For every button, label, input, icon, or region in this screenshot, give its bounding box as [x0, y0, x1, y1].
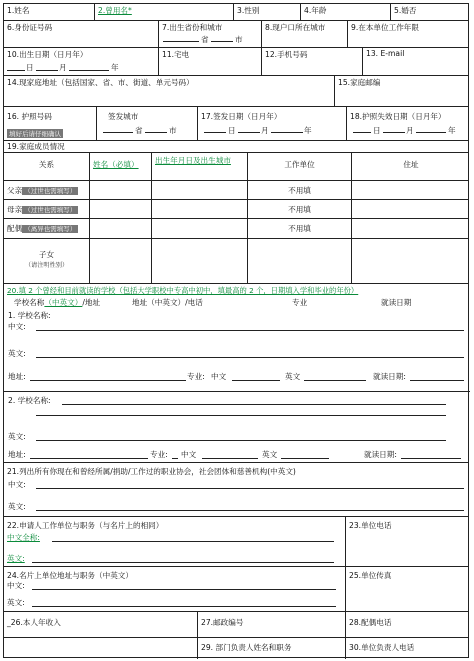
school2-en-input[interactable]	[36, 440, 446, 441]
day-label: 日	[26, 63, 34, 72]
id-number-label: 6.身份证号码	[7, 23, 53, 32]
school2-date-input[interactable]	[401, 458, 461, 459]
father-birth-input[interactable]	[152, 181, 248, 199]
month-label: 月	[59, 63, 67, 72]
school1-date-input[interactable]	[410, 380, 464, 381]
email-label: E-mail	[380, 49, 405, 58]
postcode-field[interactable]	[335, 76, 470, 106]
postcode-label: 15.家庭邮编	[338, 78, 381, 87]
school2-major-label: 专业:	[150, 450, 168, 459]
work-fax-field[interactable]	[346, 567, 470, 611]
marital-field[interactable]	[391, 4, 470, 20]
card-address-field[interactable]	[4, 567, 346, 611]
zip-field[interactable]	[198, 612, 346, 637]
row-address	[4, 76, 468, 107]
passport-number-label: 16. 护照号码	[7, 112, 52, 121]
associations-title: 21.列出所有你现在和曾经所属/捐助/工作过的职业协会，社会团体和慈善机构(中英文)	[7, 467, 296, 476]
education-header-address: 地址（中英文）/电话	[132, 298, 203, 307]
work-phone-label: 23.单位电话	[349, 521, 392, 530]
dept-head-label: 29. 部门负责人姓名和职务	[201, 643, 292, 652]
associations-section	[4, 463, 468, 517]
school2-date-label: 就读日期:	[364, 450, 397, 459]
hukou-city-label: 8.现户口所在城市	[265, 23, 326, 32]
school2-zh-label: 中文	[181, 450, 197, 459]
income-field[interactable]	[4, 612, 198, 637]
row-birth-contact	[4, 48, 468, 76]
school1-en-label: 英文:	[8, 349, 26, 358]
name-field[interactable]	[4, 4, 95, 20]
mother-birth-input[interactable]	[152, 200, 248, 218]
home-phone-label: 11.宅电	[162, 50, 190, 59]
children-name-input[interactable]	[90, 239, 152, 283]
issue-year-label: 年	[304, 126, 312, 135]
passport-number-field[interactable]	[4, 107, 97, 140]
gender-field[interactable]	[234, 4, 301, 20]
birth-date-label: 10.出生日期（日月年）	[7, 50, 88, 59]
expiry-date-label: 18.护照失效日期（日月年）	[350, 112, 446, 121]
expiry-day-label: 日	[373, 126, 381, 135]
province-label: 省	[201, 35, 209, 44]
id-number-field[interactable]	[4, 21, 159, 47]
card-address-section	[4, 567, 468, 612]
gender-label: 3.性别	[237, 6, 260, 15]
education-header-date: 就读日期	[381, 298, 412, 307]
spouse-work: 不用填	[248, 219, 352, 238]
spouse-name-input[interactable]	[90, 219, 152, 238]
name-label: 1.姓名	[7, 6, 30, 15]
card-address-title: 24.名片上单位地址与职务（中英文）	[7, 571, 133, 580]
school2-addr-input[interactable]	[30, 458, 148, 459]
marital-label: 5.婚否	[394, 6, 417, 15]
relation-children: 子女	[38, 250, 55, 259]
hukou-city-field[interactable]	[262, 21, 348, 47]
father-name-input[interactable]	[90, 181, 152, 199]
school2-title: 2. 学校名称:	[8, 396, 51, 405]
spouse-address-input[interactable]	[352, 219, 470, 238]
year-label: 年	[111, 63, 119, 72]
unit-head-phone-field[interactable]	[346, 638, 470, 659]
children-work-input[interactable]	[248, 239, 352, 283]
issue-date-field[interactable]	[198, 107, 347, 140]
email-num-label: 13.	[366, 49, 379, 58]
father-note: （过世也需填写）	[24, 187, 77, 195]
card-address-en-label: 英文:	[7, 598, 25, 607]
mother-address-input[interactable]	[352, 200, 470, 218]
education-title: 20.填 2 个曾经和目前就读的学校（包括大学职校中专高中初中，填最高的 2 个，日期填入学和毕业的年份）	[7, 286, 359, 295]
employer-cn-label: 中文全称:	[7, 533, 40, 542]
mobile-label: 12.手机号码	[265, 50, 308, 59]
birth-date-field[interactable]	[4, 48, 159, 75]
income-label: _26.本人年收入	[7, 618, 61, 627]
unit-head-phone-label: 30.单位负责人电话	[349, 643, 415, 652]
issue-province-label: 省	[135, 126, 143, 135]
family-header-work: 工作单位	[248, 153, 352, 180]
relation-mother: 母亲	[7, 205, 23, 214]
manager-row	[4, 638, 468, 659]
school2-major-cn-input[interactable]	[202, 458, 258, 459]
school1-cn-label: 中文:	[8, 322, 26, 331]
father-address-input[interactable]	[352, 181, 470, 199]
family-row-children	[4, 239, 468, 284]
work-fax-label: 25.单位传真	[349, 571, 392, 580]
dept-head-field[interactable]	[198, 638, 346, 659]
confirm-note: 填好后请仔细确认	[9, 130, 61, 138]
expiry-year-label: 年	[448, 126, 456, 135]
family-header-relation: 关系	[4, 153, 90, 180]
family-header-address: 住址	[403, 160, 419, 169]
school2-en2-label: 英文	[262, 450, 278, 459]
employer-en-label: 英文:	[7, 554, 25, 563]
family-header-row	[4, 153, 468, 181]
application-form	[3, 3, 469, 658]
school1-zh-label: 中文	[211, 372, 227, 381]
spouse-phone-field[interactable]	[346, 612, 470, 637]
relation-spouse: 配偶	[7, 224, 23, 233]
family-header-birth: 出生年月日及出生城市	[152, 153, 248, 180]
children-note: （请注明性别）	[24, 262, 69, 269]
associations-cn-label: 中文:	[8, 480, 26, 489]
blank-field[interactable]	[4, 638, 198, 659]
school1-addr-input[interactable]	[30, 380, 186, 381]
education-section	[4, 284, 468, 463]
expiry-month-label: 月	[406, 126, 414, 135]
associations-cn-input[interactable]	[36, 488, 464, 489]
former-name-label: 2.曾用名*	[98, 6, 132, 15]
family-header-name: 姓名（必填）	[90, 153, 152, 180]
school2-major-en-input[interactable]	[281, 458, 329, 459]
school1-title: 1. 学校名称:	[8, 311, 51, 320]
school1-date-label: 就读日期:	[373, 372, 406, 381]
former-name-field[interactable]	[95, 4, 234, 20]
expiry-date-field[interactable]	[347, 107, 470, 140]
family-row-spouse	[4, 219, 468, 239]
relation-father: 父亲	[7, 186, 23, 195]
associations-en-input[interactable]	[36, 510, 464, 511]
mother-name-input[interactable]	[90, 200, 152, 218]
card-address-cn-label: 中文:	[7, 581, 25, 590]
family-title: 19.家庭成员情况	[7, 142, 65, 151]
age-field[interactable]	[301, 4, 391, 20]
family-row-father	[4, 181, 468, 200]
spouse-birth-input[interactable]	[152, 219, 248, 238]
mother-work: 不用填	[248, 200, 352, 218]
school1-major-cn-input[interactable]	[232, 380, 280, 381]
spouse-phone-label: 28.配偶电话	[349, 618, 392, 627]
school1-addr-label: 地址:	[8, 372, 26, 381]
school1-en2-label: 英文	[285, 372, 301, 381]
employer-title: 22.申请人工作单位与职务（与名片上的相同）	[7, 521, 164, 530]
school1-major-en-input[interactable]	[304, 380, 366, 381]
education-header: 学校名称（中英文）/地址	[14, 298, 101, 307]
city-label: 市	[235, 35, 243, 44]
home-address-field[interactable]	[4, 76, 335, 106]
father-work: 不用填	[248, 181, 352, 199]
school2-cn-input[interactable]	[36, 415, 446, 416]
age-label: 4.年龄	[304, 6, 327, 15]
home-address-label: 14.现家庭地址（包括国家、省、市、街道、单元号码）	[7, 78, 194, 87]
mobile-field[interactable]	[262, 48, 363, 75]
row-basic-info	[4, 4, 468, 21]
school2-en-label: 英文:	[8, 432, 26, 441]
school1-cn-input[interactable]	[36, 330, 464, 331]
employer-section	[4, 517, 468, 567]
mother-note: （过世也需填写）	[24, 206, 77, 214]
spouse-note: （离异也需填写）	[24, 225, 77, 233]
birthplace-field[interactable]	[159, 21, 262, 47]
issue-day-label: 日	[228, 126, 236, 135]
work-years-field[interactable]	[348, 21, 470, 47]
issue-city-suffix: 市	[169, 126, 177, 135]
children-address-input[interactable]	[352, 239, 470, 283]
school2-addr-label: 地址:	[8, 450, 26, 459]
work-phone-field[interactable]	[346, 517, 470, 566]
row-passport	[4, 107, 468, 141]
issue-date-label: 17.签发日期（日月年）	[201, 112, 282, 121]
home-phone-field[interactable]	[159, 48, 262, 75]
education-header-major: 专业	[292, 298, 308, 307]
work-years-label: 9.在本单位工作年限	[351, 23, 419, 32]
zip-label: 27.邮政编号	[201, 618, 244, 627]
income-row	[4, 612, 468, 638]
row-id-birthplace	[4, 21, 468, 48]
email-field[interactable]	[363, 48, 470, 75]
employer-field[interactable]	[4, 517, 346, 566]
birthplace-label: 7.出生省份和城市	[162, 23, 223, 32]
family-row-mother	[4, 200, 468, 219]
issue-city-label: 签发城市	[108, 112, 139, 121]
school1-en-input[interactable]	[36, 357, 464, 358]
associations-en-label: 英文:	[8, 502, 26, 511]
school1-major-label: 专业:	[187, 372, 205, 381]
issue-month-label: 月	[261, 126, 269, 135]
issue-city-field[interactable]	[97, 107, 198, 140]
row-family-title	[4, 141, 468, 153]
children-birth-input[interactable]	[152, 239, 248, 283]
school2-name-input[interactable]	[62, 404, 446, 405]
